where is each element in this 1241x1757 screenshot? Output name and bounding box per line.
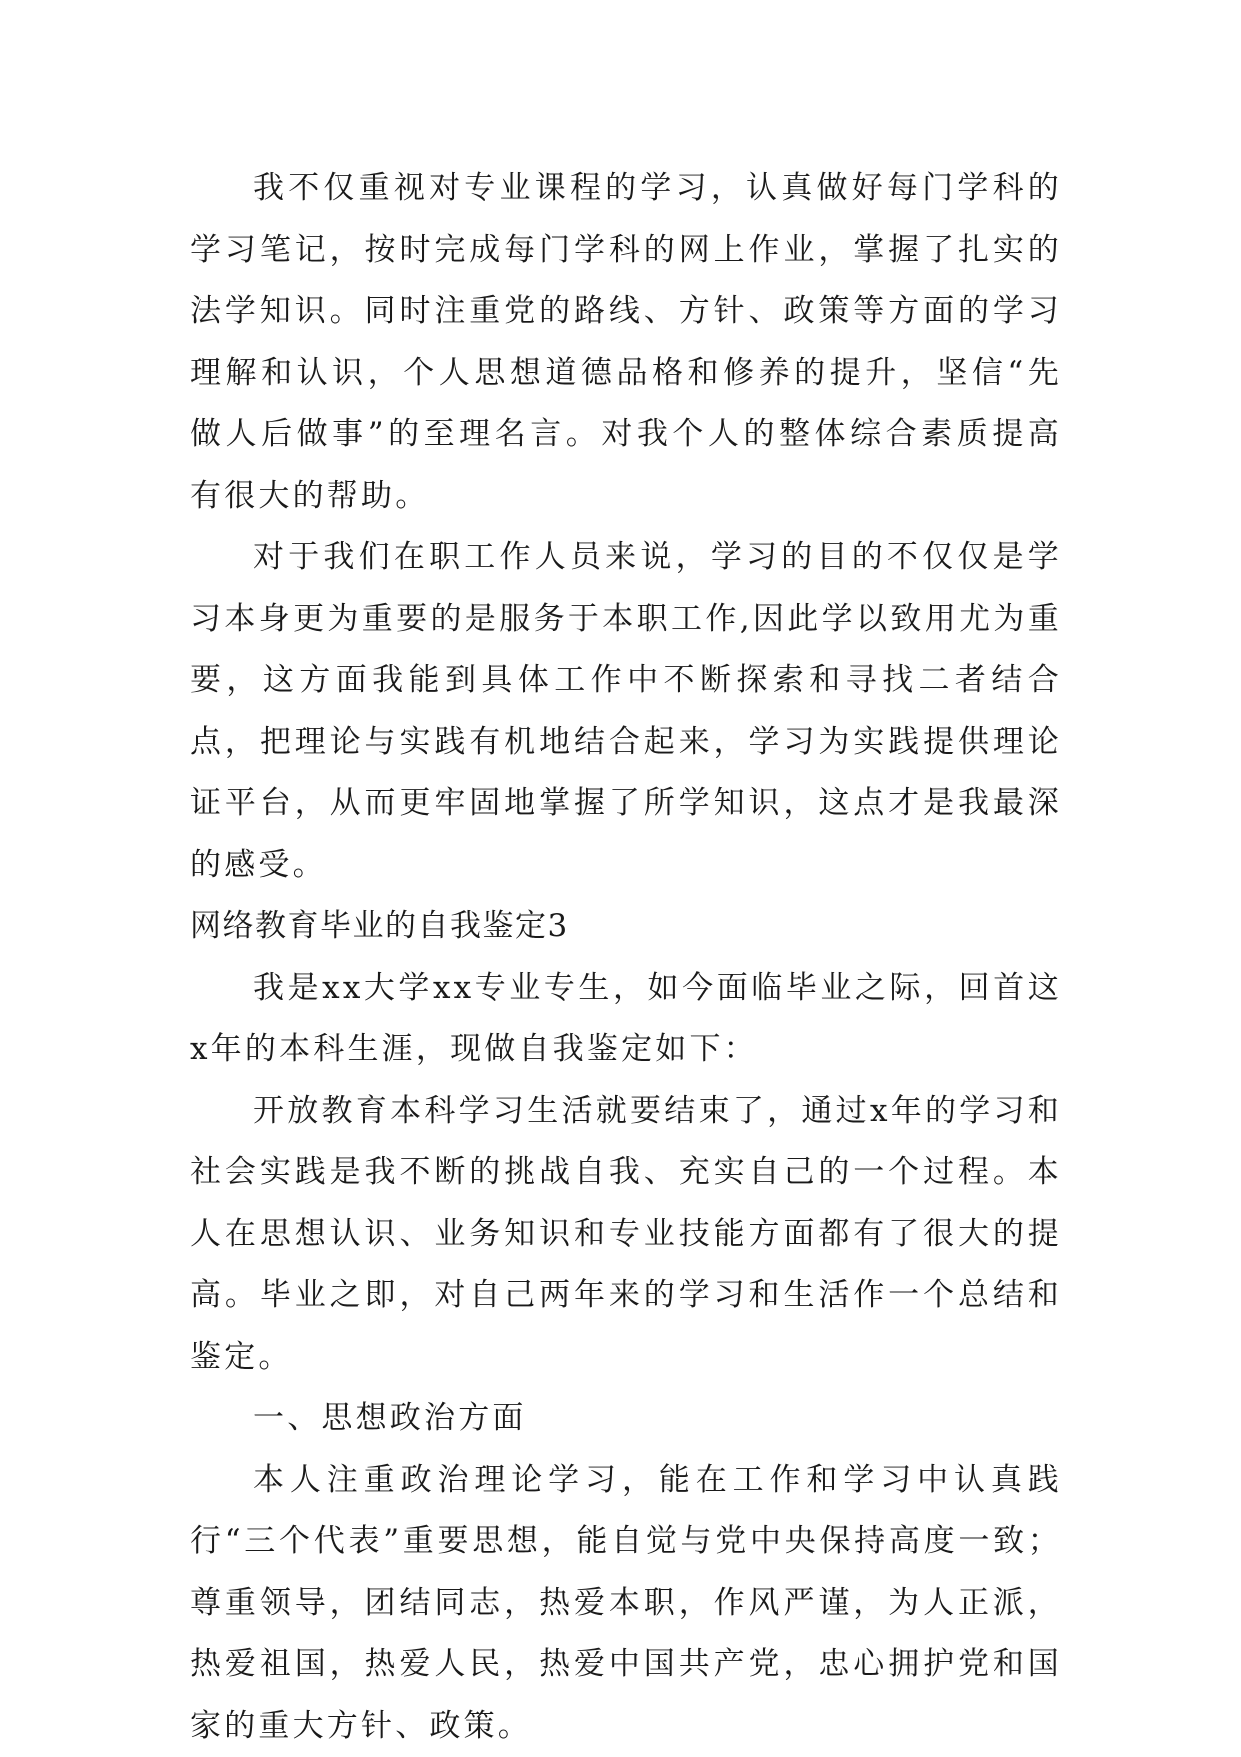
paragraph-work-application: 对于我们在职工作人员来说，学习的目的不仅仅是学习本身更为重要的是服务于本职工作,因此学以致用尤为重要，这方面我能到具体工作中不断探索和寻找二者结合点，把理论与实践有机地结合起来，学习为实践提供理论证平台，从而更牢固地掌握了所学知识，这点才是我最深的感受。 [190, 527, 1062, 896]
paragraph-political-theory: 本人注重政治理论学习，能在工作和学习中认真践行“三个代表”重要思想，能自觉与党中央保持高度一致；尊重领导，团结同志，热爱本职，作风严谨，为人正派，热爱祖国，热爱人民，热爱中国共产党，忠心拥护党和国家的重大方针、政策。 [190, 1450, 1062, 1757]
document-page [190, 158, 1062, 1757]
paragraph-study-notes: 我不仅重视对专业课程的学习，认真做好每门学科的学习笔记，按时完成每门学科的网上作业，掌握了扎实的法学知识。同时注重党的路线、方针、政策等方面的学习理解和认识，个人思想道德品格和修养的提升，坚信“先做人后做事”的至理名言。对我个人的整体综合素质提高有很大的帮助。 [190, 158, 1062, 527]
subheading-political: 一、思想政治方面 [190, 1388, 1062, 1450]
paragraph-intro: 我是xx大学xx专业专生，如今面临毕业之际，回首这x年的本科生涯，现做自我鉴定如下： [190, 958, 1062, 1081]
section-heading: 网络教育毕业的自我鉴定3 [190, 896, 1062, 958]
paragraph-open-education: 开放教育本科学习生活就要结束了，通过x年的学习和社会实践是我不断的挑战自我、充实自己的一个过程。本人在思想认识、业务知识和专业技能方面都有了很大的提高。毕业之即，对自己两年来的学习和生活作一个总结和鉴定。 [190, 1081, 1062, 1389]
